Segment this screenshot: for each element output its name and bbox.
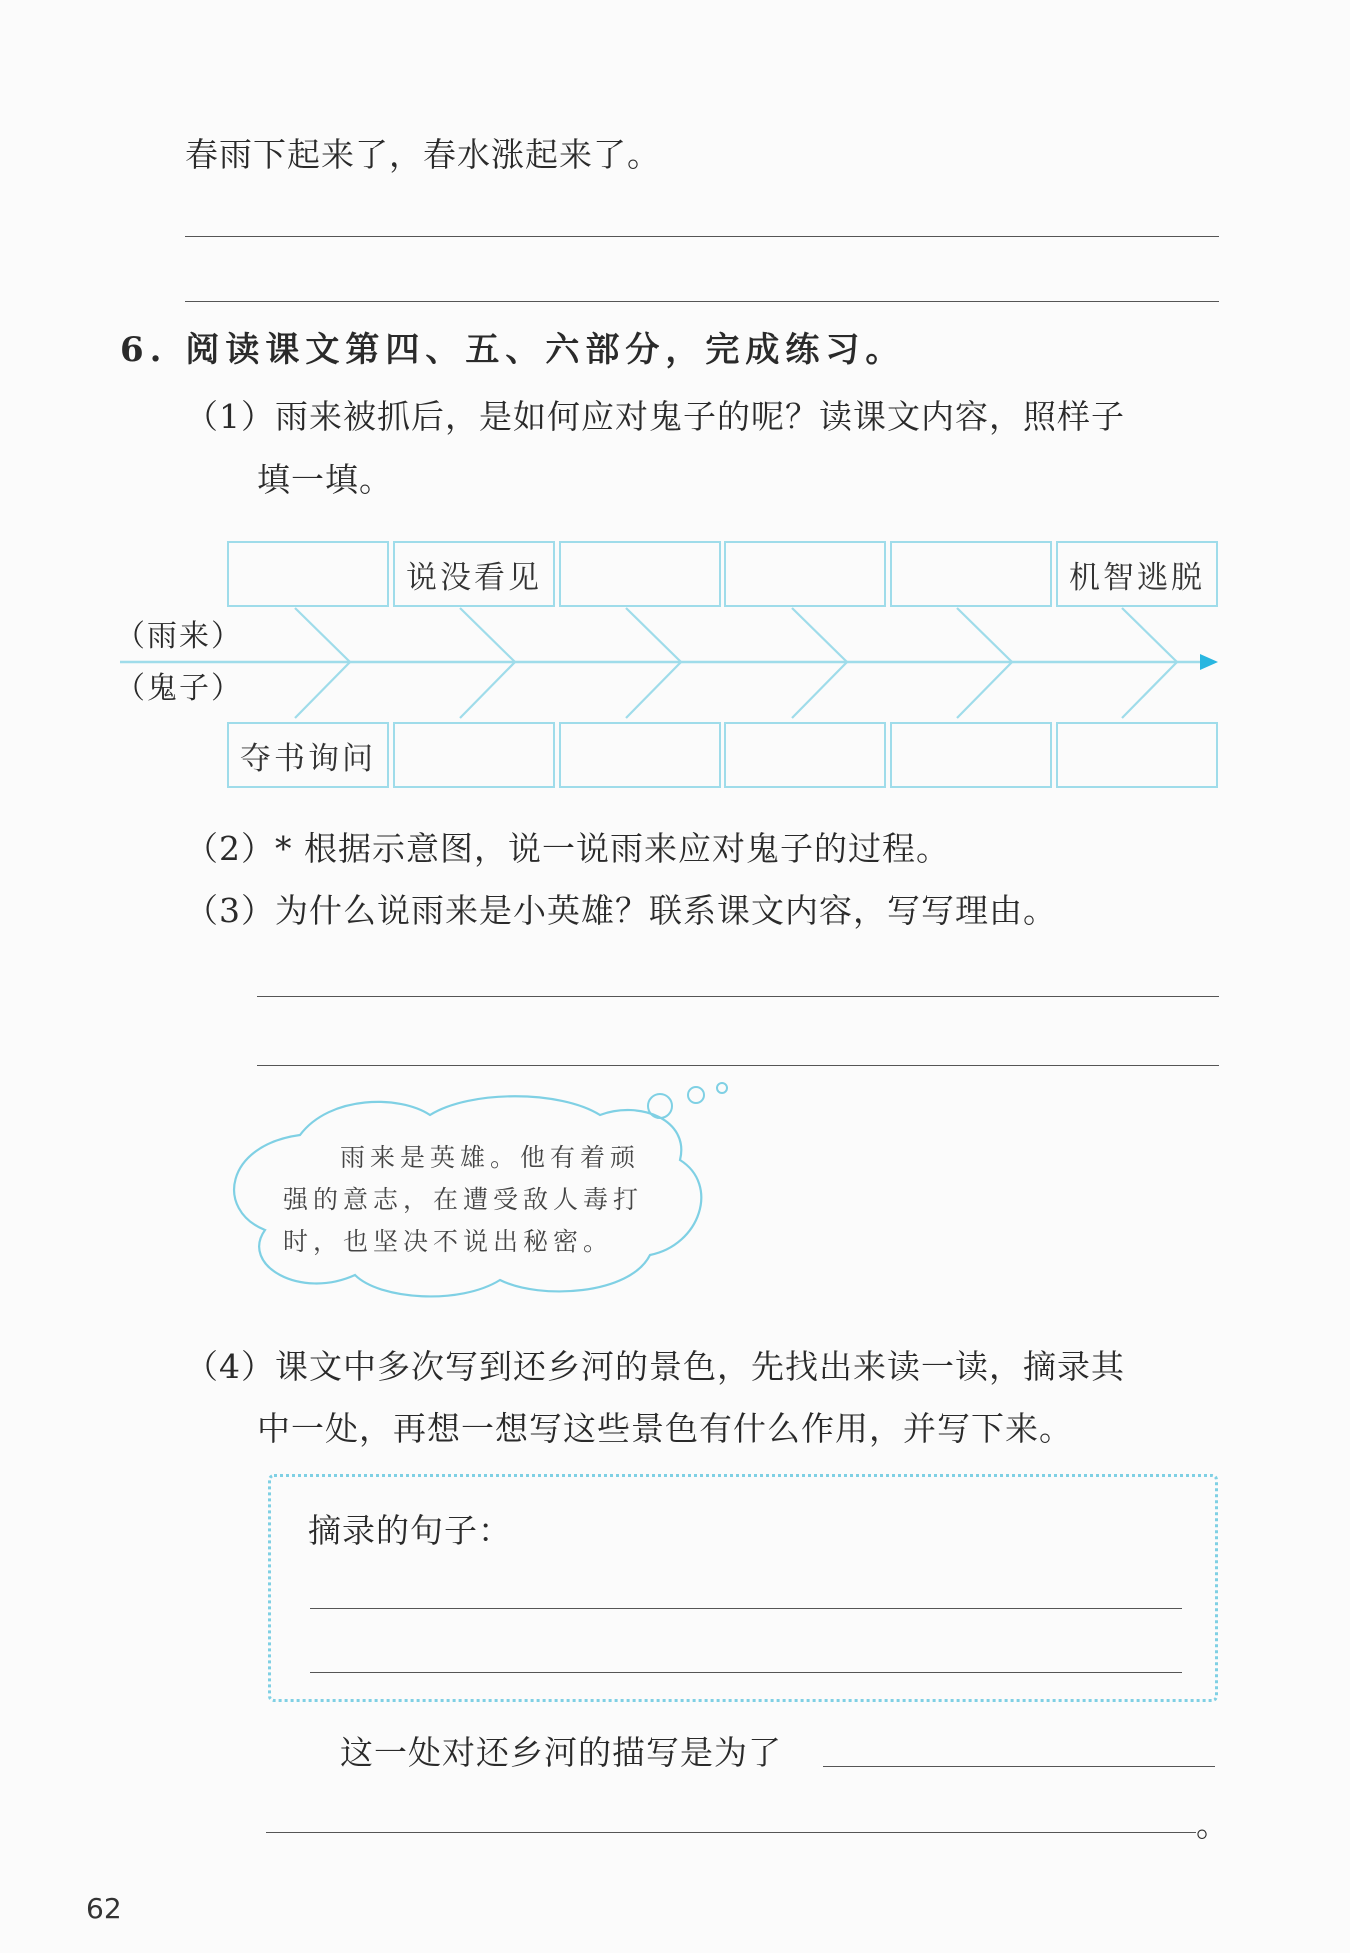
diagram-bottom-box-6[interactable] — [1056, 722, 1218, 788]
answer-line[interactable] — [257, 1065, 1219, 1066]
thought-bubble — [648, 1094, 672, 1118]
cloud-text-line1: 雨来是英雄。他有着顽 — [340, 1143, 641, 1172]
diagram-top-box-1[interactable] — [227, 541, 389, 607]
diagram-top-box-6[interactable]: 机智逃脱 — [1056, 541, 1218, 607]
label-guizi: （鬼子） — [115, 671, 243, 706]
thought-bubble — [717, 1083, 727, 1093]
diagram-top-box-2[interactable]: 说没看见 — [393, 541, 555, 607]
diagram-bottom-box-3[interactable] — [559, 722, 721, 788]
chevron — [626, 608, 681, 718]
purpose-prompt: 这一处对还乡河的描写是为了 — [340, 1733, 782, 1772]
chevron — [460, 608, 515, 718]
timeline-arrowhead — [1200, 654, 1218, 670]
cloud-text-line2: 强的意志，在遭受敌人毒打 — [283, 1185, 644, 1214]
excerpt-answer-line[interactable] — [310, 1672, 1182, 1673]
question-6-4-line1: （4）课文中多次写到还乡河的景色，先找出来读一读，摘录其 — [185, 1347, 1125, 1386]
page-number: 62 — [86, 1892, 122, 1925]
excerpt-box — [268, 1474, 1218, 1702]
chevron — [295, 608, 350, 718]
question-6-1-line1: （1）雨来被抓后，是如何应对鬼子的呢？读课文内容，照样子 — [185, 397, 1125, 436]
diagram-bottom-box-1[interactable]: 夺书询问 — [227, 722, 389, 788]
answer-line[interactable] — [257, 996, 1219, 997]
end-mark: 。 — [1196, 1805, 1230, 1844]
diagram-top-box-4[interactable] — [724, 541, 886, 607]
purpose-answer-line[interactable] — [823, 1766, 1215, 1767]
diagram-bottom-box-5[interactable] — [890, 722, 1052, 788]
diagram-bottom-box-2[interactable] — [393, 722, 555, 788]
cloud-text-line3: 时，也坚决不说出秘密。 — [283, 1227, 614, 1256]
chevrons — [295, 608, 1177, 718]
question-6-3: （3）为什么说雨来是小英雄？联系课文内容，写写理由。 — [185, 891, 1057, 930]
question-6-2: （2）* 根据示意图，说一说雨来应对鬼子的过程。 — [185, 829, 950, 868]
diagram-top-box-5[interactable] — [890, 541, 1052, 607]
chevron — [1122, 608, 1177, 718]
answer-line[interactable] — [185, 236, 1219, 237]
chevron — [792, 608, 847, 718]
question-6-title: 6. 阅读课文第四、五、六部分，完成练习。 — [120, 330, 906, 370]
question-6-1-line2: 填一填。 — [257, 460, 393, 499]
thought-bubble — [688, 1087, 704, 1103]
diagram-bottom-box-4[interactable] — [724, 722, 886, 788]
purpose-answer-line[interactable] — [266, 1832, 1196, 1833]
chevron — [957, 608, 1012, 718]
question-6-4-line2: 中一处，再想一想写这些景色有什么作用，并写下来。 — [257, 1409, 1073, 1448]
diagram-top-box-3[interactable] — [559, 541, 721, 607]
answer-line[interactable] — [185, 301, 1219, 302]
label-yulai: （雨来） — [115, 619, 243, 654]
excerpt-label: 摘录的句子： — [308, 1511, 512, 1550]
intro-sentence: 春雨下起来了，春水涨起来了。 — [185, 135, 661, 174]
excerpt-answer-line[interactable] — [310, 1608, 1182, 1609]
